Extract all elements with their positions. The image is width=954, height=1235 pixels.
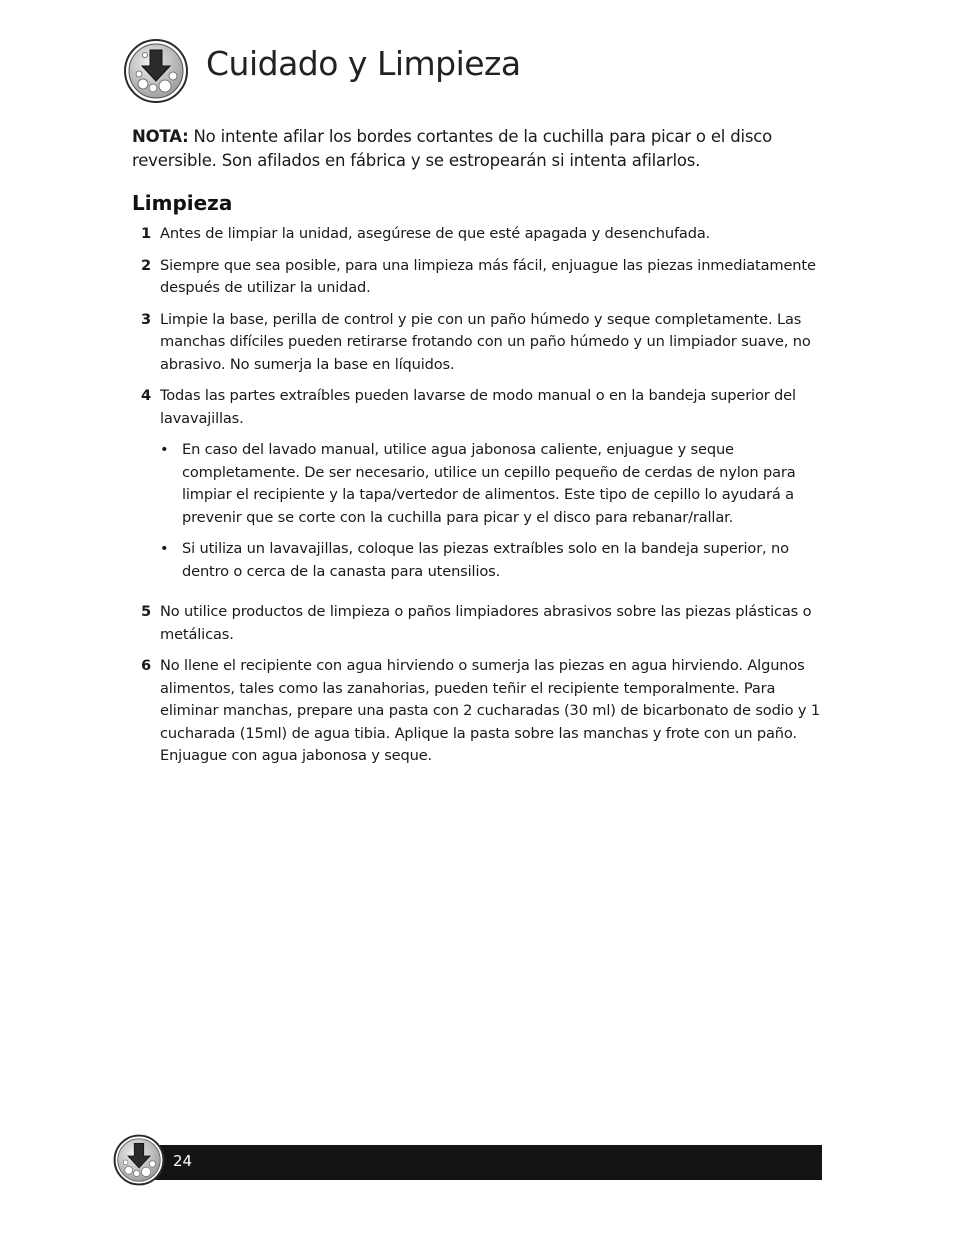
bullet-item [160,538,832,583]
main-content [132,125,832,777]
step-item [132,601,832,646]
step-item [132,223,832,246]
step-text: No llene el recipiente con agua hirviendo o sumerja las piezas en agua hirviendo. Algunos alimentos, tales como las zanahorias, pueden teñir el recipiente temporalmente. Para eliminar manchas, prepare una pasta con 2 cucharadas (30 ml) de bicarbonato de sodio y 1 cucharada (15ml) de agua tibia. Aplique la pasta sobre las manchas y frote con un paño. Enjuague con agua jabonosa y seque. [160,657,820,764]
step-number: 2 [141,256,152,274]
step-text: Siempre que sea posible, para una limpieza más fácil, enjuague las piezas inmediatamente después de utilizar la unidad. [160,256,816,296]
note-text: No intente afilar los bordes cortantes de la cuchilla para picar o el disco reversible. Son afilados en fábrica y se estropearán si intenta afilarlos. [132,127,773,170]
bullet-item [160,439,832,529]
section-heading: Limpieza [132,191,233,215]
step-item [132,255,832,300]
step-text: No utilice productos de limpieza o paños limpiadores abrasivos sobre las piezas plásticas o metálicas. [160,603,812,643]
page-title: Cuidado y Limpieza [206,44,521,83]
bullet-text: En caso del lavado manual, utilice agua jabonosa caliente, enjuague y seque completamente. De ser necesario, utilice un cepillo pequeño de cerdas de nylon para limpiar el recipiente y la tapa/vertedor de alimentos. Este tipo de cepillo lo ayudará a prevenir que se corte con la cuchilla para picar y el disco para rebanar/rallar. [182,441,796,526]
bullet-marker: • [160,441,169,458]
page-number: 24 [173,1152,193,1170]
footer-bar [140,1145,822,1180]
step-number: 5 [141,603,152,620]
bullet-text: Si utiliza un lavavajillas, coloque las piezas extraíbles solo en la bandeja superior, no dentro o cerca de la canasta para utensilios. [182,540,789,580]
step-item [132,655,832,768]
note-paragraph [132,125,832,173]
step-item [132,309,832,377]
note-label: NOTA: [132,127,189,146]
step-item [132,385,832,592]
cleaning-arrow-bubbles-icon [123,38,189,104]
bullet-list [160,439,832,583]
cleaning-steps-list [132,223,832,768]
bullet-marker: • [160,540,169,557]
step-number: 3 [141,310,152,328]
step-number: 4 [141,387,152,404]
cleaning-arrow-bubbles-icon [113,1134,165,1186]
step-number: 1 [141,225,152,242]
step-text: Todas las partes extraíbles pueden lavarse de modo manual o en la bandeja superior del lavavajillas. [160,387,796,427]
step-text: Antes de limpiar la unidad, asegúrese de que esté apagada y desenchufada. [160,225,711,242]
step-number: 6 [141,657,152,674]
step-text: Limpie la base, perilla de control y pie con un paño húmedo y seque completamente. Las manchas difíciles pueden retirarse frotando con un paño húmedo y un limpiador suave, no abrasivo. No sumerja la base en líquidos. [160,310,811,373]
